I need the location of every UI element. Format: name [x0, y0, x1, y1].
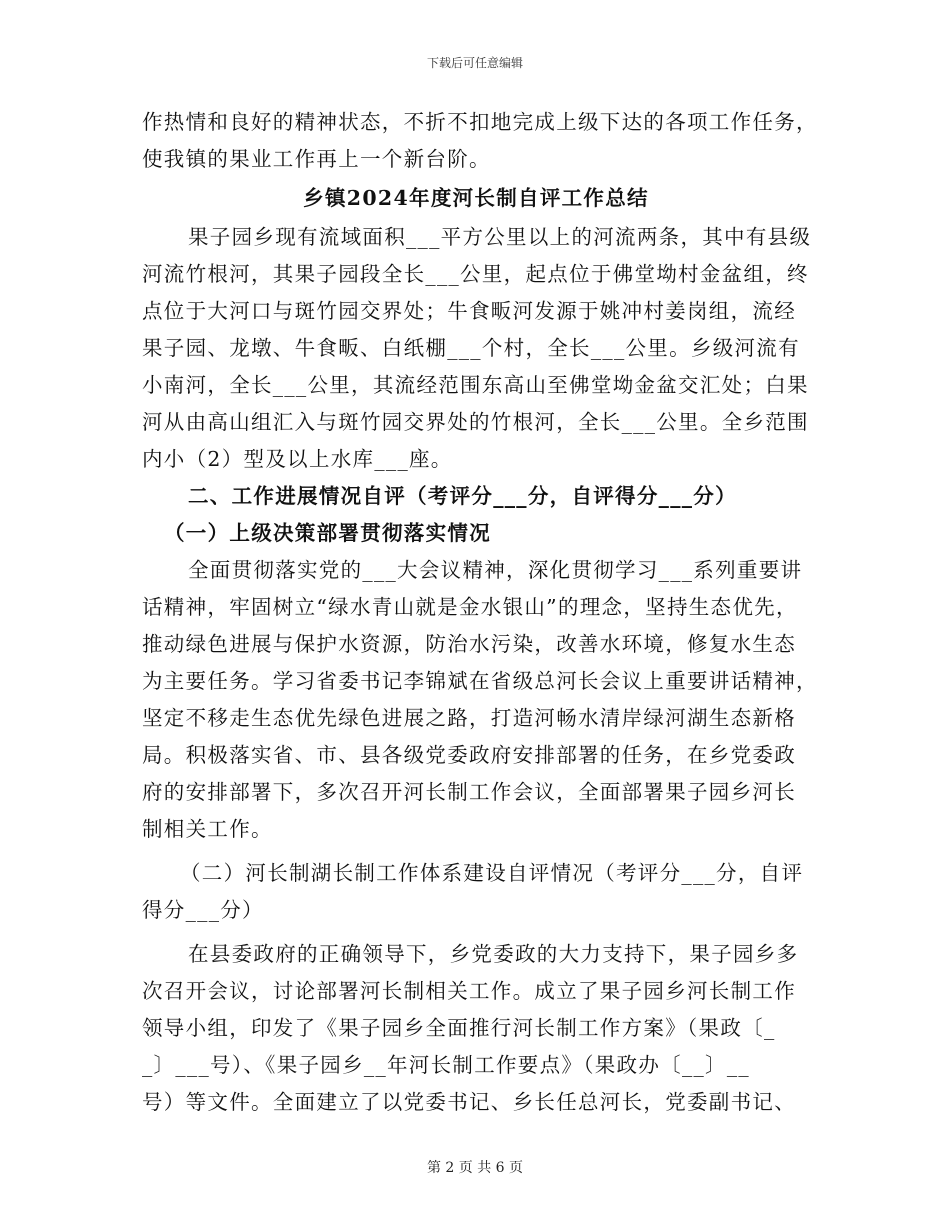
text-line: 果子园乡现有流域面积___平方公里以上的河流两条，其中有县级 — [188, 225, 812, 249]
section-title: 乡镇2024年度河长制自评工作总结 — [303, 186, 649, 210]
text-line: 领导小组，印发了《果子园乡全面推行河长制工作方案》（果政〔_ — [142, 1016, 776, 1040]
text-line: 河流竹根河，其果子园段全长___公里，起点位于佛堂坳村金盆组，终 — [142, 262, 809, 286]
page-header: 下载后可任意编辑 — [426, 56, 523, 70]
text-line: 坚定不移走生态优先绿色进展之路，打造河畅水清岸绿河湖生态新格 — [142, 706, 796, 730]
text-line: 在县委政府的正确领导下，乡党委政的大力支持下，果子园乡多 — [188, 942, 799, 966]
text-line: 得分___分） — [142, 898, 264, 922]
text-line: 点位于大河口与斑竹园交界处；牛食畈河发源于姚冲村姜岗组，流经 — [142, 299, 796, 323]
text-line: 作热情和良好的精神状态，不折不扣地完成上级下达的各项工作任务， — [142, 110, 818, 134]
text-line: 推动绿色进展与保护水资源，防治水污染，改善水环境，修复水生态 — [142, 632, 796, 656]
text-line: 内小（2）型及以上水库___座。 — [142, 447, 453, 471]
text-line: 号）等文件。全面建立了以党委书记、乡长任总河长，党委副书记、 — [142, 1090, 796, 1114]
text-line: 制相关工作。 — [142, 817, 273, 841]
text-line: 府的安排部署下，多次召开河长制工作会议，全面部署果子园乡河长 — [142, 780, 796, 804]
text-line: _〕___号）、《果子园乡__年河长制工作要点》（果政办〔__〕__ — [142, 1053, 750, 1077]
text-line: 话精神，牢固树立“绿水青山就是金水银山”的理念，坚持生态优先， — [142, 595, 798, 619]
text-line: 使我镇的果业工作再上一个新台阶。 — [142, 147, 491, 171]
text-line: 次召开会议，讨论部署河长制相关工作。成立了果子园乡河长制工作 — [142, 979, 796, 1003]
page-footer: 第 2 页 共 6 页 — [426, 1160, 524, 1176]
text-line: 小南河，全长___公里，其流经范围东高山至佛堂坳金盆交汇处；白果 — [142, 373, 809, 397]
text-line: 为主要任务。学习省委书记李锦斌在省级总河长会议上重要讲话精神， — [142, 669, 818, 693]
document-body — [142, 104, 818, 1121]
text-line: 果子园、龙墩、牛食畈、白纸棚___个村，全长___公里。乡级河流有 — [142, 336, 800, 360]
text-line: 全面贯彻落实党的___大会议精神，深化贯彻学习___系列重要讲 — [188, 558, 803, 582]
text-line: 局。积极落实省、市、县各级党委政府安排部署的任务，在乡党委政 — [142, 743, 796, 767]
section-heading: 二、工作进展情况自评（考评分___分，自评得分___分） — [188, 484, 737, 508]
text-line: 河从由高山组汇入与斑竹园交界处的竹根河，全长___公里。全乡范围 — [142, 410, 809, 434]
subsection-heading: （一）上级决策部署贯彻落实情况 — [164, 521, 491, 545]
subsection-heading: （二）河长制湖长制工作体系建设自评情况（考评分___分，自评 — [180, 861, 804, 885]
